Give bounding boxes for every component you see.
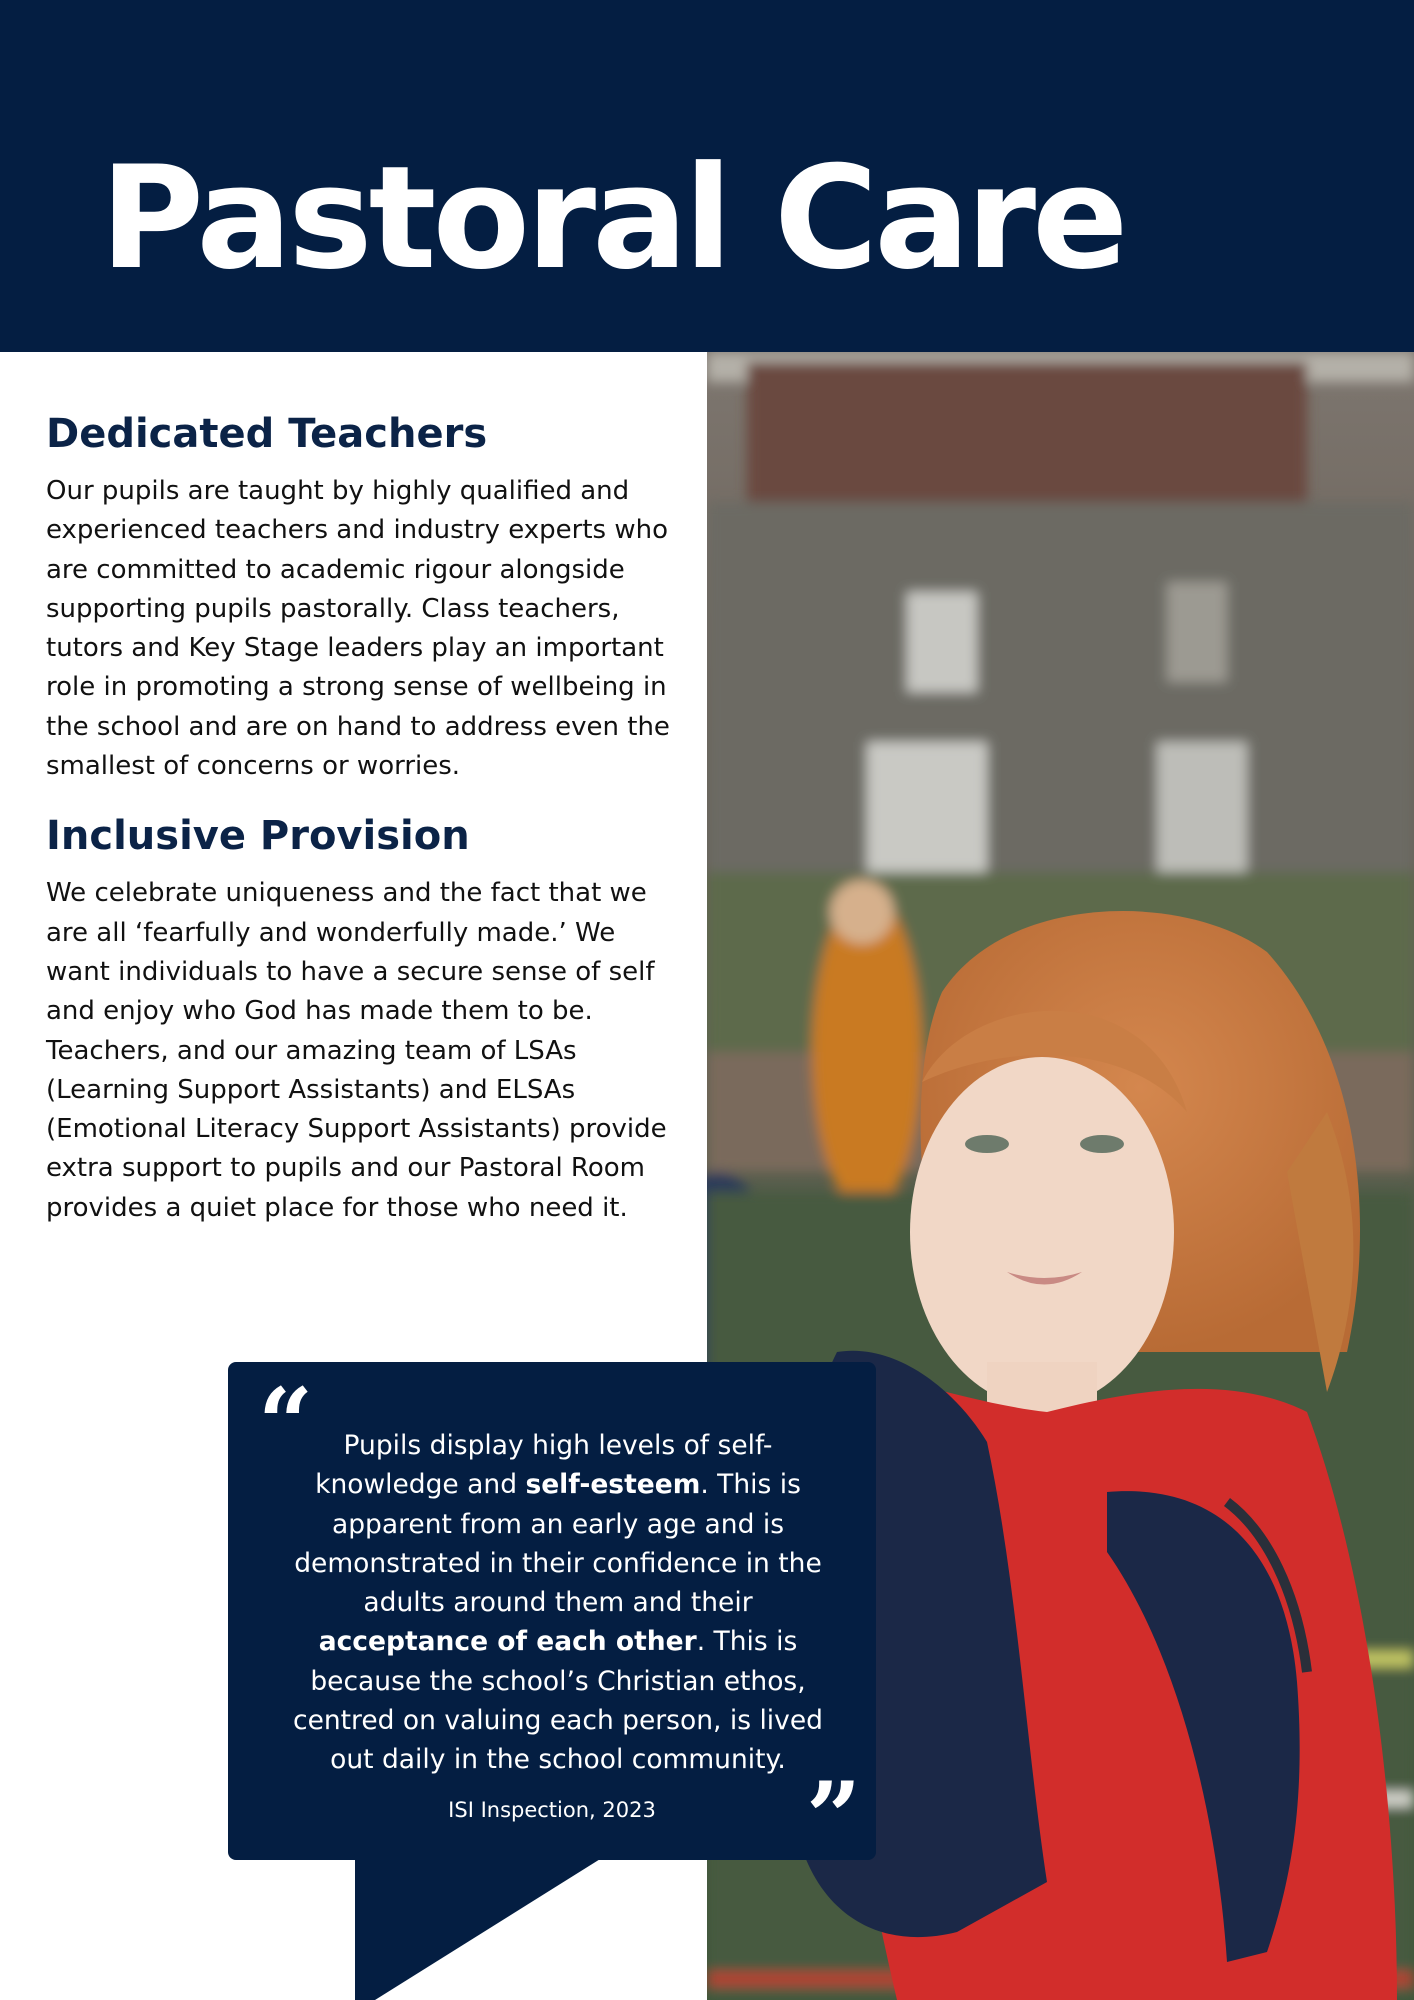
body-dedicated-teachers: Our pupils are taught by highly qualified and experienced teachers and industry experts who are committed to academic rigour alongside supporting pupils pastorally. Class teachers, tutors and Key Stage leaders play an important role in promoting a strong sense of wellbeing in the school and are on hand to address even the smallest of concerns or worries. — [46, 476, 670, 782]
quote-callout — [228, 1362, 876, 1874]
quote-source: ISI Inspection, 2023 — [448, 1798, 656, 1822]
page-title: Pastoral Care — [100, 136, 1125, 301]
page-header — [0, 0, 1414, 352]
quote-emphasis-acceptance: acceptance of each other — [318, 1626, 697, 1658]
speech-bubble-tail — [355, 1856, 605, 2000]
quote-emphasis-self-esteem: self-esteem — [525, 1469, 701, 1501]
text-column — [46, 410, 678, 1228]
open-quote-icon: “ — [258, 1367, 314, 1480]
quote-text: Pupils display high levels of self-knowledge and self-esteem. This is apparent from an early age and is demonstrated in their confidence in the adults around them and their acceptance of each other. This is because the school’s Christian ethos, centred on valuing each person, is lived out daily in the school community. — [293, 1430, 823, 1776]
heading-inclusive-provision: Inclusive Provision — [46, 813, 470, 860]
heading-dedicated-teachers: Dedicated Teachers — [46, 411, 488, 457]
body-inclusive-provision: We celebrate uniqueness and the fact that we are all ‘fearfully and wonderfully made.’ We want individuals to have a secure sense of self and enjoy who God has made them to be. Teachers, and our amazing team of LSAs (Learning Support Assistants) and ELSAs (Emotional Literacy Support Assistants) provide extra support to pupils and our Pastoral Room provides a quiet place for those who need it. — [46, 878, 667, 1223]
close-quote-icon: ” — [806, 1761, 862, 1874]
